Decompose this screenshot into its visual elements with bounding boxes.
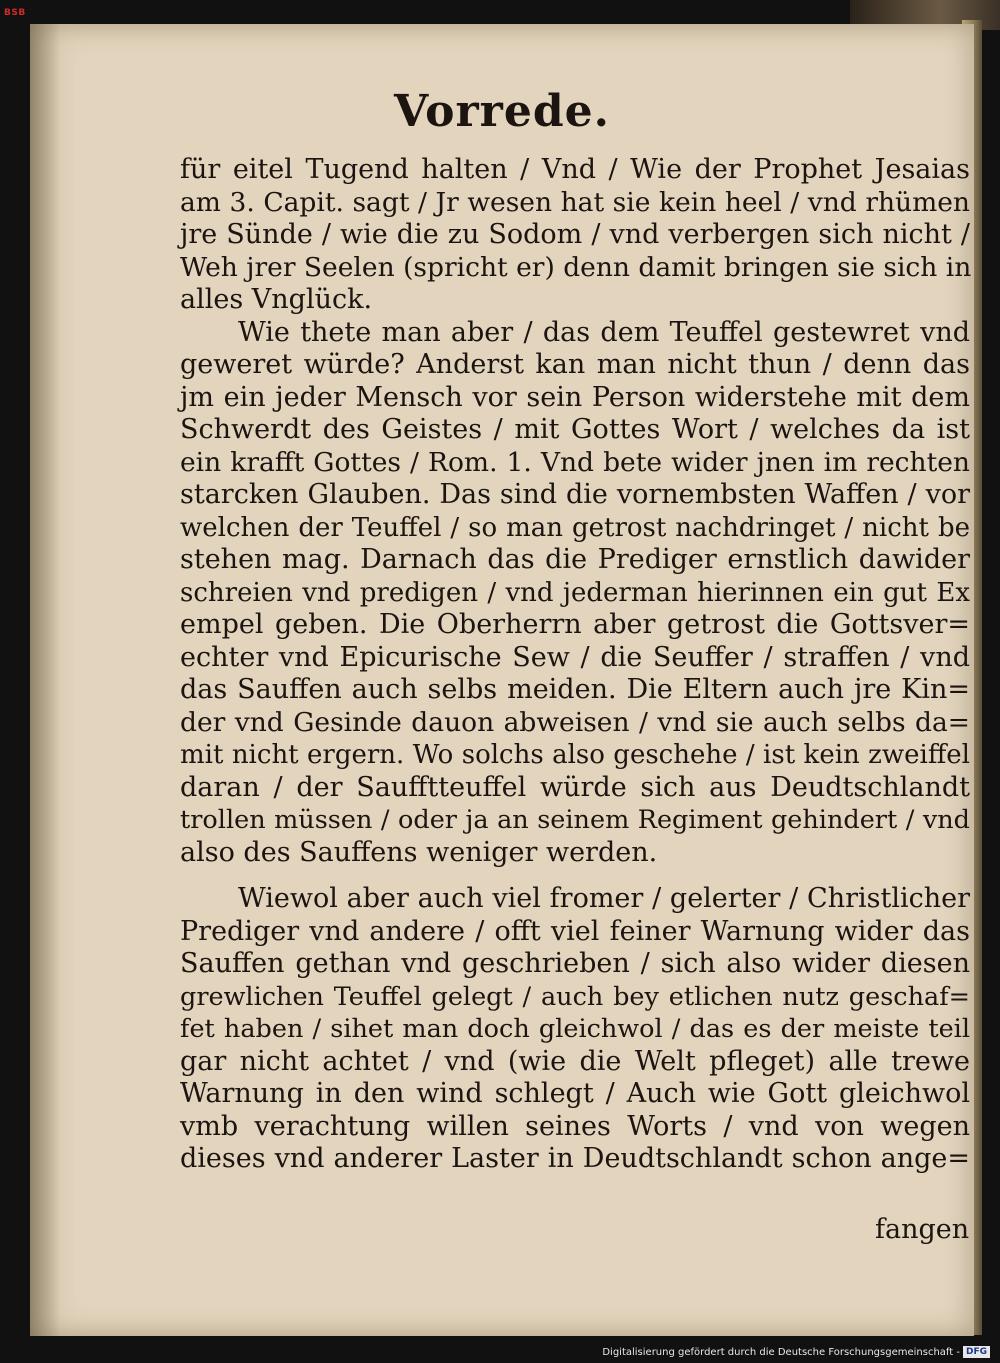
text-line: mit nicht ergern. Wo solchs also geschehe / ist kein zweiffel: [180, 740, 970, 770]
body-text: [180, 154, 970, 1176]
text-line: trollen müssen / oder ja an seinem Regiment gehindert / vnd: [180, 805, 970, 835]
running-head: Vorrede.: [394, 86, 610, 137]
text-line: grewlichen Teuffel gelegt / auch bey etlichen nutz geschaf=: [180, 981, 970, 1012]
text-line: am 3. Capit. sagt / Jr wesen hat sie kein heel / vnd rhümen: [180, 186, 970, 218]
catchword: fangen: [875, 1214, 970, 1245]
text-line: fet haben / sihet man doch gleichwol / das es der meiste teil: [180, 1014, 970, 1044]
text-line: Wiewol aber auch viel fromer / gelerter / Christlicher: [238, 883, 970, 914]
text-line: für eitel Tugend halten / Vnd / Wie der Prophet Jesaias: [180, 154, 970, 185]
text-line: das Sauffen auch selbs meiden. Die Eltern auch jre Kin=: [180, 674, 970, 705]
text-line: Wie thete man aber / das dem Teuffel gestewret vnd: [238, 316, 970, 348]
dfg-logo: DFG: [963, 1346, 990, 1358]
digitization-credit: [602, 1346, 990, 1358]
gutter-shadow: [30, 24, 60, 1336]
text-line: jre Sünde / wie die zu Sodom / vnd verbergen sich nicht /: [180, 219, 970, 250]
text-line: welchen der Teuffel / so man getrost nachdringet / nicht be: [180, 512, 970, 543]
text-line: vmb verachtung willen seines Worts / vnd von wegen: [180, 1110, 970, 1142]
text-line: also des Sauffens weniger werden.: [180, 836, 658, 868]
text-line: alles Vnglück.: [180, 284, 373, 315]
text-line: starcken Glauben. Das sind die vornembsten Waffen / vor: [180, 479, 970, 510]
text-line: empel geben. Die Oberherrn aber getrost die Gottsver=: [180, 609, 970, 640]
text-line: jm ein jeder Mensch vor sein Person widerstehe mit dem: [180, 381, 970, 413]
text-line: Warnung in den wind schlegt / Auch wie Gott gleichwol: [180, 1078, 970, 1109]
text-line: daran / der Saufftteuffel würde sich aus Deudtschlandt: [180, 771, 970, 803]
text-line: schreien vnd predigen / vnd jederman hierinnen ein gut Ex: [180, 577, 970, 608]
credit-text: Digitalisierung gefördert durch die Deutsche Forschungsgemeinschaft -: [602, 1347, 960, 1358]
text-line: der vnd Gesinde dauon abweisen / vnd sie auch selbs da=: [180, 706, 970, 738]
text-line: Sauffen gethan vnd geschrieben / sich also wider diesen: [180, 948, 970, 979]
text-line: echter vnd Epicurische Sew / die Seuffer / straffen / vnd: [180, 641, 970, 673]
library-badge: BSB: [4, 8, 26, 18]
text-line: geweret würde? Anderst kan man nicht thun / denn das: [180, 349, 970, 380]
text-line: ein krafft Gottes / Rom. 1. Vnd bete wider jnen im rechten: [180, 446, 970, 478]
text-line: gar nicht achtet / vnd (wie die Welt pfleget) alle trewe: [180, 1045, 970, 1077]
text-line: Prediger vnd andere / offt viel feiner Warnung wider das: [180, 915, 970, 947]
paragraph-gap: [180, 869, 970, 883]
text-line: stehen mag. Darnach das die Prediger ernstlich dawider: [180, 544, 970, 575]
book-page: [30, 24, 974, 1336]
text-line: Schwerdt des Geistes / mit Gottes Wort / welches da ist: [180, 414, 970, 445]
text-line: dieses vnd anderer Laster in Deudtschlandt schon ange=: [180, 1143, 970, 1174]
text-line: Weh jrer Seelen (spricht er) denn damit bringen sie sich in: [180, 251, 972, 283]
